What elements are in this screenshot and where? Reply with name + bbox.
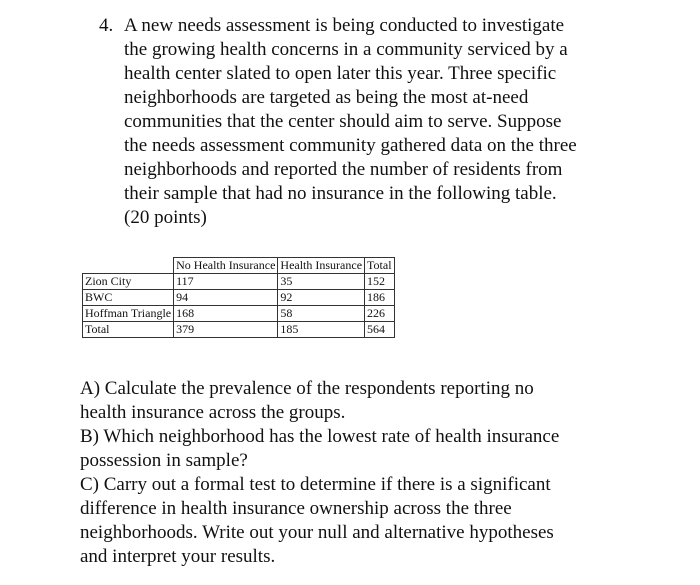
part-line: A) Calculate the prevalence of the respondents reporting no	[80, 378, 534, 399]
table-row	[83, 322, 395, 338]
question-number: 4.	[99, 15, 114, 36]
table-row	[83, 290, 395, 306]
cell-no-insurance: 94	[174, 290, 278, 306]
cell-no-insurance: 117	[174, 274, 278, 290]
question-text	[99, 14, 659, 230]
part-line: difference in health insurance ownership across the three	[80, 498, 512, 519]
question-line: the growing health concerns in a community serviced by a	[124, 39, 568, 60]
question-line: neighborhoods are targeted as being the most at-need	[124, 87, 529, 108]
cell-insurance: 35	[278, 274, 365, 290]
cell-no-insurance: 379	[174, 322, 278, 338]
cell-no-insurance: 168	[174, 306, 278, 322]
part-line: B) Which neighborhood has the lowest rate of health insurance	[80, 426, 560, 447]
cell-insurance: 58	[278, 306, 365, 322]
question-line: their sample that had no insurance in the following table.	[124, 183, 557, 204]
cell-total: 152	[365, 274, 395, 290]
header-no-health-insurance: No Health Insurance	[174, 258, 278, 274]
row-label: Zion City	[83, 274, 174, 290]
part-line: health insurance across the groups.	[80, 402, 346, 423]
question-line: (20 points)	[124, 207, 207, 228]
part-line: neighborhoods. Write out your null and alternative hypotheses	[80, 522, 554, 543]
insurance-table	[82, 257, 395, 338]
question-line: the needs assessment community gathered data on the three	[124, 135, 577, 156]
cell-insurance: 185	[278, 322, 365, 338]
cell-insurance: 92	[278, 290, 365, 306]
part-line: possession in sample?	[80, 450, 248, 471]
cell-total: 186	[365, 290, 395, 306]
part-line: and interpret your results.	[80, 546, 276, 567]
part-line: C) Carry out a formal test to determine if there is a significant	[80, 474, 551, 495]
table-header-row	[83, 258, 395, 274]
question-line: 4. A new needs assessment is being conducted to investigate	[99, 15, 565, 36]
table-row	[83, 306, 395, 322]
table-row	[83, 274, 395, 290]
cell-total: 226	[365, 306, 395, 322]
question-parts	[80, 377, 660, 569]
row-label: Total	[83, 322, 174, 338]
question-line: communities that the center should aim to serve. Suppose	[124, 111, 562, 132]
question-line: health center slated to open later this year. Three specific	[124, 63, 557, 84]
header-total: Total	[365, 258, 395, 274]
header-health-insurance: Health Insurance	[278, 258, 365, 274]
cell-total: 564	[365, 322, 395, 338]
row-label: BWC	[83, 290, 174, 306]
row-label: Hoffman Triangle	[83, 306, 174, 322]
question-line: neighborhoods and reported the number of residents from	[124, 159, 563, 180]
table-corner-cell	[83, 258, 174, 274]
